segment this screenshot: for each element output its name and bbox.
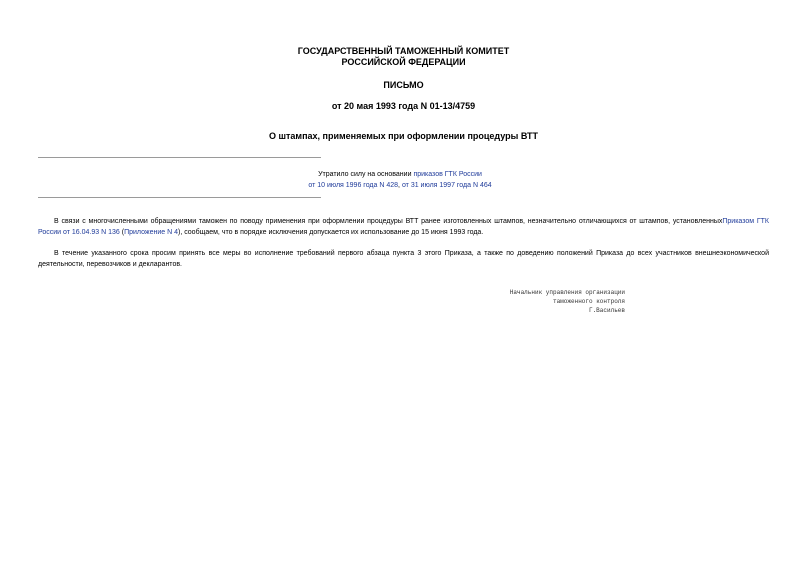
p1-text-3: ), сообщаем, что в порядке исключения допускается их использование до 15 июня 1993 года. [177, 229, 484, 236]
signature-position-line-1: Начальник управления организации [509, 289, 625, 296]
document-subject: О штампах, применяемых при оформлении процедуры ВТТ [269, 131, 538, 141]
signature-position-line-2: таможенного контроля [552, 298, 625, 305]
annulment-note [300, 169, 500, 191]
body-paragraph-2: В течение указанного срока просим принять все меры во исполнение требований первого абзаца пункта 3 этого Приказа, а также по доведению положений Приказа до всех участников внешнеэкономической деятельности, перевозчиков и декларантов. [38, 250, 769, 268]
link-order-464[interactable]: от 31 июля 1997 года N 464 [401, 182, 492, 189]
annulment-separator: , [398, 182, 402, 189]
divider-bottom [38, 197, 321, 198]
p1-text-2: ( [119, 229, 125, 236]
link-appendix-4[interactable]: Приложение N 4 [124, 229, 178, 236]
signatory-name: Г.Васильев [588, 307, 625, 314]
document-type: ПИСЬМО [383, 80, 424, 90]
org-line-1: ГОСУДАРСТВЕННЫЙ ТАМОЖЕННЫЙ КОМИТЕТ [297, 46, 510, 56]
p1-text-1: В связи с многочисленными обращениями таможен по поводу применения при оформлении процедуры ВТТ ранее изготовленных штампов, незначительно отличающихся от штампов, установленных [54, 218, 723, 225]
annulment-prefix: Утратило силу на основании [318, 171, 414, 178]
org-line-2: РОССИЙСКОЙ ФЕДЕРАЦИИ [341, 57, 466, 67]
body-paragraph-1 [38, 216, 769, 238]
divider-top [38, 157, 321, 158]
document-date-number: от 20 мая 1993 года N 01-13/4759 [331, 101, 476, 111]
signature-block [440, 288, 625, 315]
issuing-organization [0, 46, 807, 68]
link-gtk-orders[interactable]: приказов ГТК России [413, 171, 482, 178]
link-order-136[interactable]: Приказом ГТК России от 16.04.93 N 136 [38, 218, 769, 236]
link-order-428[interactable]: от 10 июля 1996 года N 428 [308, 182, 399, 189]
